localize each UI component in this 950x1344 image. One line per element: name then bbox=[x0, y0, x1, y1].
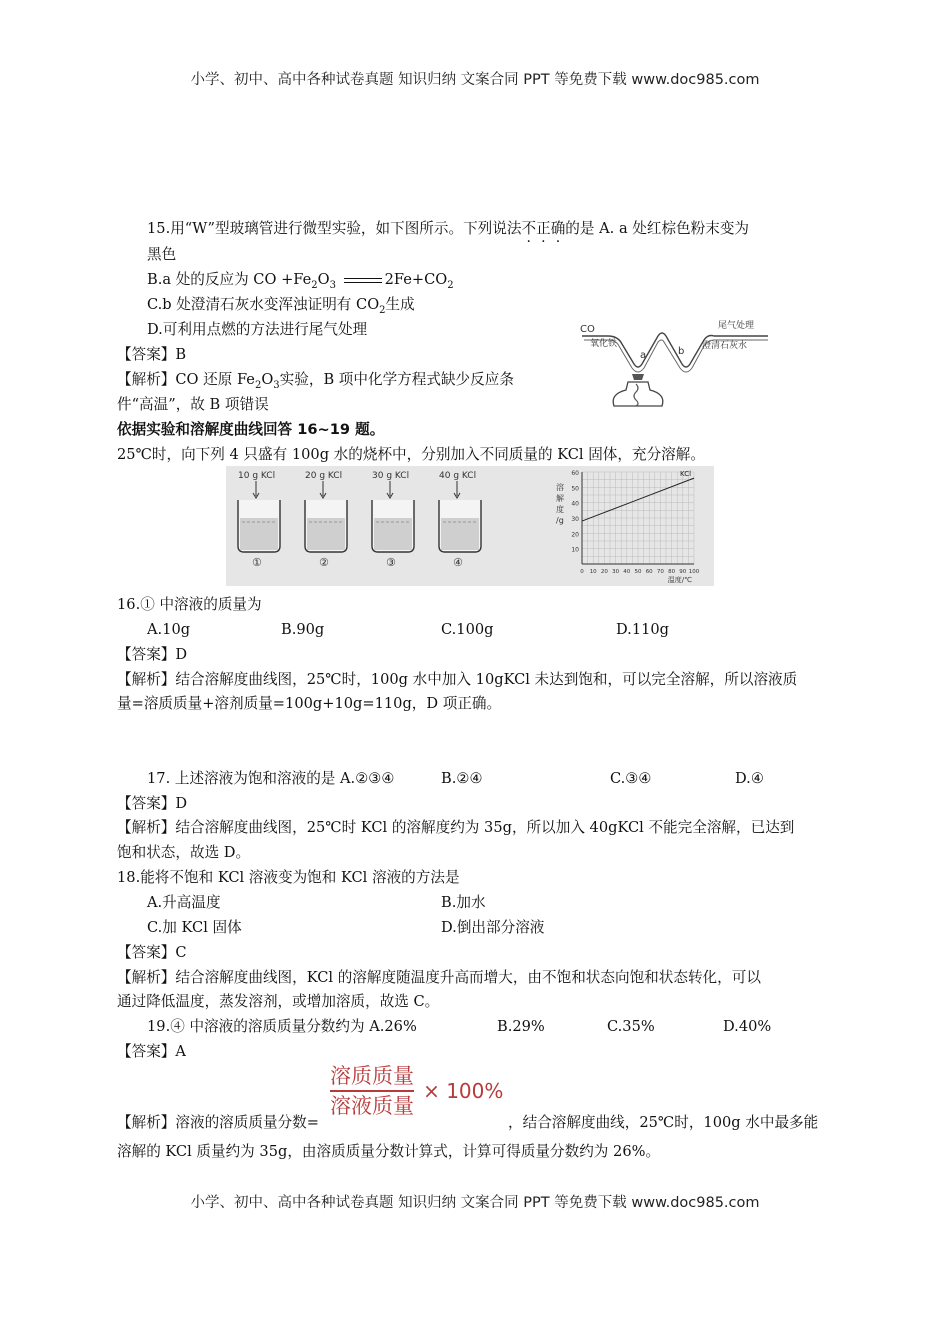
x-tick-10: 10 bbox=[589, 569, 597, 575]
q15-option-b: B.a 处的反应为 CO $+Fe_2O_3$ $2Fe+CO_2$ bbox=[147, 271, 454, 291]
beaker-3-label: 30 g KCl bbox=[372, 471, 410, 481]
q19-option-d: D.40% bbox=[723, 1018, 772, 1035]
q18-option-a: A.升高温度 bbox=[147, 894, 221, 911]
a-label: a bbox=[640, 350, 647, 361]
q16-explanation-1: 【解析】结合溶解度曲线图，25℃时，100g 水中加入 10gKCl 未达到饱和，可以完全溶解，所以溶液质 bbox=[117, 671, 798, 688]
y-tick-10: 10 bbox=[571, 546, 579, 554]
y-tick-60: 60 bbox=[571, 470, 579, 477]
experiment-figure bbox=[226, 466, 714, 586]
q15-option-c: C.b 处澄清石灰水变浑浊证明有 $CO_2$生成 bbox=[147, 296, 415, 316]
x-tick-70: 70 bbox=[656, 569, 664, 575]
q19-option-c: C.35% bbox=[607, 1018, 655, 1035]
formula-denominator: 溶液质量 bbox=[330, 1094, 414, 1118]
q18-explanation-1: 【解析】结合溶解度曲线图，KCl 的溶解度随温度升高而增大，由不饱和状态向饱和状态转化，可以 bbox=[117, 969, 761, 986]
q17-option-b: B.②④ bbox=[441, 770, 483, 787]
q15-option-b-post: 2Fe+CO bbox=[384, 271, 448, 288]
q16-explanation-2: 量=溶质质量+溶剂质量=100g+10g=110g，D 项正确。 bbox=[117, 695, 502, 712]
q15-expl1-pre: 【解析】CO 还原 Fe bbox=[117, 371, 255, 388]
q15-emph-3: 确 bbox=[550, 220, 566, 237]
mass-fraction-formula bbox=[330, 1063, 503, 1119]
q15-expl1-post: 实验，B 项中化学方程式缺少反应条 bbox=[279, 371, 514, 388]
q15-answer: 【答案】B bbox=[117, 346, 187, 363]
q15-option-c-pre: C.b 处澄清石灰水变浑浊证明有 CO bbox=[147, 296, 380, 313]
solubility-chart bbox=[548, 466, 708, 586]
q16-option-b: B.90g bbox=[281, 621, 325, 638]
y-tick-50: 50 bbox=[571, 485, 579, 493]
q16-option-d: D.110g bbox=[616, 621, 670, 638]
x-tick-40: 40 bbox=[623, 569, 631, 575]
q15-stem bbox=[147, 219, 749, 239]
q17-stem: 17. 上述溶液为饱和溶液的是 A.②③④ bbox=[147, 770, 395, 787]
q16-option-c: C.100g bbox=[441, 621, 494, 638]
beaker-4-num: ④ bbox=[453, 556, 463, 569]
b-label: b bbox=[678, 346, 685, 357]
y-axis-label-0: 溶 bbox=[556, 483, 564, 492]
q17-option-c: C.③④ bbox=[610, 770, 652, 787]
beaker-1-num: ① bbox=[252, 556, 262, 569]
q15-option-d: D.可利用点燃的方法进行尾气处理 bbox=[147, 321, 368, 338]
page-header: 小学、初中、高中各种试卷真题 知识归纳 文案合同 PPT 等免费下载 www.doc985.com bbox=[190, 72, 760, 88]
x-tick-60: 60 bbox=[645, 569, 653, 575]
y-tick-20: 20 bbox=[571, 531, 579, 539]
q15-emph-2: 正 bbox=[536, 220, 551, 237]
q15-stem-b: 的是 A. a 处红棕色粉末变为 bbox=[565, 220, 750, 237]
beaker-3 bbox=[372, 471, 414, 569]
q19-explanation-2: 溶解的 KCl 质量约为 35g，由溶质质量分数计算式，计算可得质量分数约为 26%。 bbox=[117, 1143, 661, 1160]
q17-explanation-1: 【解析】结合溶解度曲线图，25℃时 KCl 的溶解度约为 35g，所以加入 40gKCl 不能完全溶解，已达到 bbox=[117, 819, 795, 836]
q19-option-b: B.29% bbox=[497, 1018, 545, 1035]
y-tick-40: 40 bbox=[571, 500, 579, 508]
x-tick-100: 100 bbox=[688, 569, 700, 575]
q18-explanation-2: 通过降低温度，蒸发溶剂，或增加溶质，故选 C。 bbox=[117, 993, 440, 1010]
x-tick-0: 0 bbox=[580, 569, 584, 575]
q18-option-d: D.倒出部分溶液 bbox=[441, 919, 545, 936]
q18-option-c: C.加 KCl 固体 bbox=[147, 919, 242, 936]
q19-explanation-1a: 【解析】溶液的溶质质量分数= bbox=[117, 1114, 319, 1131]
x-tick-90: 90 bbox=[679, 569, 687, 575]
q17-answer: 【答案】D bbox=[117, 795, 188, 812]
x-tick-20: 20 bbox=[600, 569, 608, 575]
beaker-2-label: 20 g KCl bbox=[305, 471, 343, 481]
beaker-4-label: 40 g KCl bbox=[439, 471, 477, 481]
y-axis-label-1: 解 bbox=[556, 494, 564, 503]
q15-option-c-post: 生成 bbox=[385, 296, 415, 313]
intro-text: 25℃时，向下列 4 只盛有 100g 水的烧杯中，分别加入不同质量的 KCl 固体，充分溶解。 bbox=[117, 446, 705, 463]
beaker-1-label: 10 g KCl bbox=[238, 471, 276, 481]
beaker-4 bbox=[439, 471, 481, 569]
q19-explanation-1b: ，结合溶解度曲线，25℃时，100g 水中最多能 bbox=[508, 1114, 819, 1131]
q15-stem-a: 15.用“W”型玻璃管进行微型实验，如下图所示。下列说法 bbox=[147, 220, 522, 237]
q18-stem: 18.能将不饱和 KCl 溶液变为饱和 KCl 溶液的方法是 bbox=[117, 869, 460, 886]
q16-stem: 16.① 中溶液的质量为 bbox=[117, 596, 262, 613]
q15-stem-c: 黑色 bbox=[147, 246, 177, 263]
x-tick-80: 80 bbox=[668, 569, 676, 575]
q19-answer: 【答案】A bbox=[117, 1043, 186, 1060]
beaker-2 bbox=[305, 471, 347, 569]
beaker-1 bbox=[238, 471, 280, 569]
q16-option-a: A.10g bbox=[147, 621, 191, 638]
iron-oxide-label: 氧化铁 bbox=[590, 339, 618, 349]
page-footer: 小学、初中、高中各种试卷真题 知识归纳 文案合同 PPT 等免费下载 www.doc985.com bbox=[190, 1195, 760, 1211]
co-label: CO bbox=[580, 324, 595, 335]
q17-option-d: D.④ bbox=[735, 770, 764, 787]
x-axis-label: 温度/℃ bbox=[667, 576, 692, 584]
q15-explanation-1: 【解析】CO 还原 $Fe_2O_3$实验，B 项中化学方程式缺少反应条 bbox=[117, 371, 514, 391]
q16-answer: 【答案】D bbox=[117, 646, 188, 663]
q15-explanation-2: 件“高温”，故 B 项错误 bbox=[117, 396, 269, 413]
flame bbox=[632, 374, 644, 380]
y-axis-label-2: 度 bbox=[556, 505, 564, 514]
q15-emph-1: 不 bbox=[521, 220, 537, 237]
q15-option-b-pre: B.a 处的反应为 CO +Fe bbox=[147, 271, 312, 288]
series-label-KCl: KCl bbox=[680, 470, 692, 479]
limewater-label: 澄清石灰水 bbox=[702, 341, 748, 351]
x-tick-30: 30 bbox=[612, 569, 620, 575]
q18-option-b: B.加水 bbox=[441, 894, 486, 911]
y-tick-30: 30 bbox=[571, 516, 579, 523]
x-tick-50: 50 bbox=[634, 569, 642, 575]
q17-explanation-2: 饱和状态，故选 D。 bbox=[117, 844, 251, 861]
exhaust-label: 尾气处理 bbox=[718, 321, 755, 331]
q19-stem: 19.④ 中溶液的溶质质量分数约为 A.26% bbox=[147, 1018, 417, 1035]
formula-numerator: 溶质质量 bbox=[330, 1064, 414, 1088]
lamp-wick bbox=[634, 384, 638, 406]
formula-multiplier: × 100% bbox=[423, 1079, 504, 1103]
w-tube-figure bbox=[578, 318, 778, 410]
section-title: 依据实验和溶解度曲线回答 16~19 题。 bbox=[117, 421, 385, 438]
beaker-3-num: ③ bbox=[386, 556, 396, 569]
beaker-2-num: ② bbox=[319, 556, 329, 569]
q18-answer: 【答案】C bbox=[117, 944, 187, 961]
y-axis-label-3: /g bbox=[556, 516, 564, 525]
